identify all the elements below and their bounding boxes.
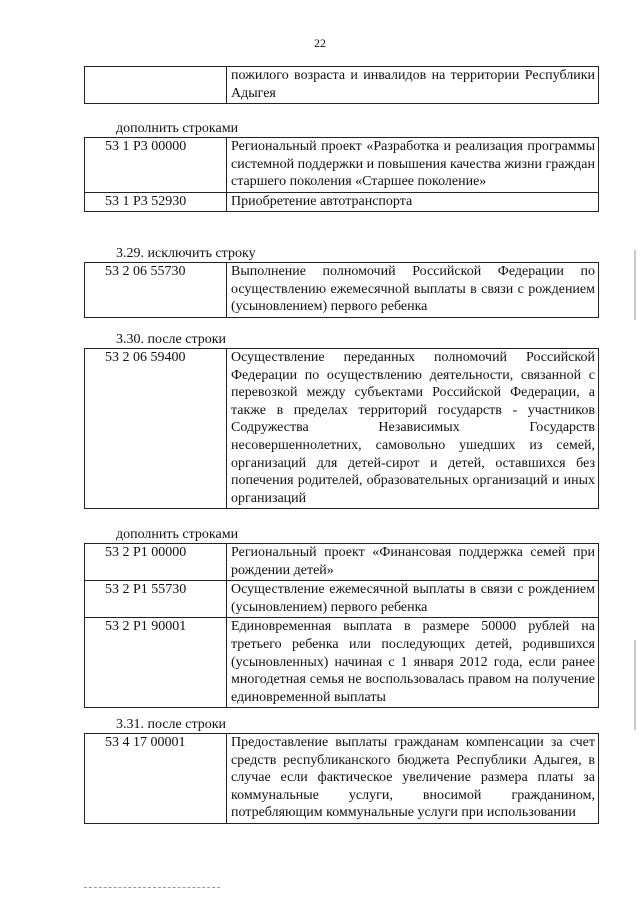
row-code [85,67,227,104]
row-text: Региональный проект «Финансовая поддержка семей при рождении детей» [227,544,599,581]
section-label: 3.30. после строки [116,332,227,347]
table-row [85,618,599,708]
scan-edge-mark [634,640,636,730]
table-row [85,349,599,509]
row-text: Региональный проект «Разработка и реализация программы системной поддержки и повышения качества жизни граждан старшего поколения «Старшее поколение» [227,138,599,193]
table-add-rows-p1 [84,543,599,708]
table-continuation [84,66,599,104]
row-code: 53 2 P1 00000 [85,544,227,581]
table-add-rows-p3 [84,137,599,212]
scan-edge-mark [634,250,636,320]
row-text: пожилого возраста и инвалидов на территории Республики Адыгея [227,67,599,104]
table-row [85,263,599,318]
section-label: 3.31. после строки [116,717,227,732]
footer-rule [84,887,220,888]
section-label: дополнить строками [116,527,239,542]
row-text: Единовременная выплата в размере 50000 рублей на третьего ребенка или последующих детей, родившихся (усыновленных) начиная с 1 января 2012 года, если ранее многодетная семья не воспользовалась правом на получение единовременной выплаты [227,618,599,708]
row-text: Приобретение автотранспорта [227,192,599,212]
row-text: Предоставление выплаты гражданам компенсации за счет средств республиканского бюджета Республики Адыгея, в случае если фактическое увеличение размера платы за коммунальные услуги, вносимой гражданином, потребляющим коммунальные услуги при использовании [227,734,599,824]
section-label: 3.29. исключить строку [116,246,256,261]
table-after-row-59400 [84,348,599,509]
row-text: Осуществление ежемесячной выплаты в связи с рождением (усыновлением) первого ребенка [227,581,599,618]
table-after-row-17-00001 [84,733,599,824]
table-row [85,67,599,104]
row-code: 53 1 P3 00000 [85,138,227,193]
row-code: 53 2 P1 90001 [85,618,227,708]
page-number: 22 [314,36,326,50]
table-row [85,544,599,581]
section-label: дополнить строками [116,121,239,136]
table-row [85,192,599,212]
row-code: 53 2 06 55730 [85,263,227,318]
row-code: 53 4 17 00001 [85,734,227,824]
row-code: 53 2 06 59400 [85,349,227,509]
row-code: 53 2 P1 55730 [85,581,227,618]
row-text: Выполнение полномочий Российской Федерации по осуществлению ежемесячной выплаты в связи с рождением (усыновлением) первого ребенка [227,263,599,318]
row-code: 53 1 P3 52930 [85,192,227,212]
table-row [85,581,599,618]
row-text: Осуществление переданных полномочий Российской Федерации по осуществлению деятельности, связанной с перевозкой между субъектами Российской Федерации, а также в пределах территорий государств - участников Содружества Независимых Государств несовершеннолетних, самовольно ушедших из семей, организаций для детей-сирот и детей, оставшихся без попечения родителей, образовательных организаций и иных организаций [227,349,599,509]
table-exclude-row [84,262,599,318]
table-row [85,138,599,193]
table-row [85,734,599,824]
